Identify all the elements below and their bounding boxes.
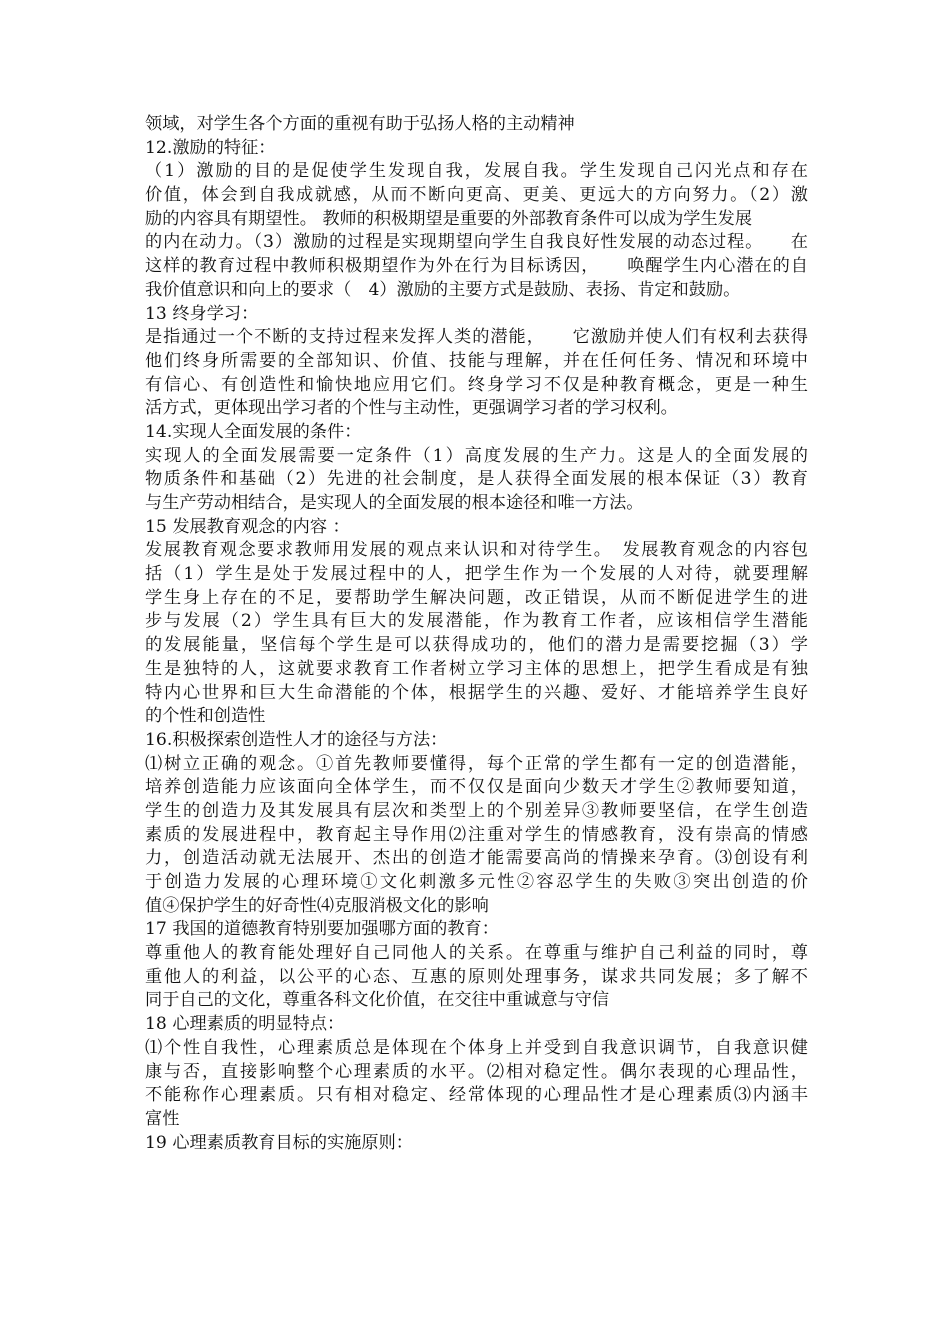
section-heading: 16.积极探索创造性人才的途径与方法： [145, 729, 448, 750]
text-line: 的内在动力。（3）激励的过程是实现期望向学生自我良好性发展的动态过程。 在 [145, 232, 808, 253]
text-line: 同于自己的文化，尊重各科文化价值，在交往中重诚意与守信 [145, 990, 610, 1011]
section-heading: 19 心理素质教育目标的实施原则： [145, 1132, 413, 1153]
text-line: 有信心、有创造性和愉快地应用它们。终身学习不仅是种教育概念，更是一种生 [145, 374, 808, 395]
text-line: 重他人的利益，以公平的心态、互惠的原则处理事务，谋求共同发展；多了解不 [145, 966, 808, 987]
text-line: （1）激励的目的是促使学生发现自我，发展自我。学生发现自己闪光点和存在 [145, 161, 808, 182]
text-line: 不能称作心理素质。只有相对稳定、经常体现的心理品性才是心理素质⑶内涵丰 [145, 1085, 808, 1106]
text-line: 培养创造能力应该面向全体学生，而不仅仅是面向少数天才学生②教师要知道， [145, 777, 808, 798]
section-heading: 14.实现人全面发展的条件： [145, 421, 362, 442]
text-line: 励的内容具有期望性。 教师的积极期望是重要的外部教育条件可以成为学生发展 [145, 208, 753, 229]
text-line: 富性 [145, 1108, 180, 1129]
section-heading: 17 我国的道德教育特别要加强哪方面的教育： [145, 919, 499, 940]
text-line: 康与否，直接影响整个心理素质的水平。⑵相对稳定性。偶尔表现的心理品性， [145, 1061, 808, 1082]
section-heading: 12.激励的特征： [145, 137, 276, 158]
text-line: 步与发展（2）学生具有巨大的发展潜能，作为教育工作者，应该相信学生潜能 [145, 611, 808, 632]
text-line: 与生产劳动相结合，是实现人的全面发展的根本途径和唯一方法。 [145, 493, 644, 513]
text-line: 这样的教育过程中教师积极期望作为外在行为目标诱因， 唤醒学生内心潜在的自 [145, 256, 808, 277]
text-line: ⑴个性自我性，心理素质总是体现在个体身上并受到自我意识调节，自我意识健 [145, 1037, 808, 1058]
text-line: 活方式，更体现出学习者的个性与主动性，更强调学习者的学习权利。 [145, 398, 678, 419]
text-line: 特内心世界和巨大生命潜能的个体，根据学生的兴趣、爱好、才能培养学生良好 [145, 682, 808, 703]
text-line: 素质的发展进程中，教育起主导作用⑵注重对学生的情感教育，没有崇高的情感 [145, 824, 808, 845]
text-line: 价值，体会到自我成就感，从而不断向更高、更美、更远大的方向努力。（2）激 [145, 185, 808, 206]
text-line: 力，创造活动就无法展开、杰出的创造才能需要高尚的情操来孕育。⑶创设有利 [145, 848, 808, 869]
text-line: 实现人的全面发展需要一定条件（1）高度发展的生产力。这是人的全面发展的 [145, 445, 808, 466]
text-line: 学生身上存在的不足，要帮助学生解决问题，改正错误，从而不断促进学生的进 [145, 587, 808, 608]
text-line: ⑴树立正确的观念。①首先教师要懂得，每个正常的学生都有一定的创造潜能， [145, 753, 808, 774]
section-heading: 15 发展教育观念的内容 ： [145, 516, 350, 537]
section-heading: 13 终身学习： [145, 303, 259, 324]
text-line: 尊重他人的教育能处理好自己同他人的关系。在尊重与维护自己利益的同时，尊 [145, 943, 808, 964]
text-line: 的个性和创造性 [145, 706, 266, 727]
text-line: 是指通过一个不断的支持过程来发挥人类的潜能， 它激励并使人们有权利去获得 [145, 327, 808, 348]
text-line: 发展教育观念要求教师用发展的观点来认识和对待学生。 发展教育观念的内容包 [145, 540, 808, 561]
text-line: 领域，对学生各个方面的重视有助于弘扬人格的主动精神 [145, 114, 575, 134]
text-line: 学生的创造力及其发展具有层次和类型上的个别差异③教师要坚信，在学生创造 [145, 800, 808, 821]
text-line: 括（1）学生是处于发展过程中的人，把学生作为一个发展的人对待，就要理解 [145, 564, 808, 585]
text-line: 生是独特的人，这就要求教育工作者树立学习主体的思想上，把学生看成是有独 [145, 658, 808, 679]
text-line: 物质条件和基础（2）先进的社会制度，是人获得全面发展的根本保证（3）教育 [145, 469, 808, 490]
section-heading: 18 心理素质的明显特点： [145, 1014, 345, 1035]
text-line: 值④保护学生的好奇性⑷克服消极文化的影响 [145, 895, 489, 916]
text-line: 他们终身所需要的全部知识、价值、技能与理解，并在任何任务、情况和环境中 [145, 350, 808, 371]
text-line: 的发展能量，坚信每个学生是可以获得成功的，他们的潜力是需要挖掘（3）学 [145, 635, 808, 656]
text-line: 我价值意识和向上的要求（ 4）激励的主要方式是鼓励、表扬、肯定和鼓励。 [145, 279, 741, 300]
text-line: 于创造力发展的心理环境①文化刺激多元性②容忍学生的失败③突出创造的价 [145, 872, 808, 892]
document-page [145, 113, 808, 1155]
